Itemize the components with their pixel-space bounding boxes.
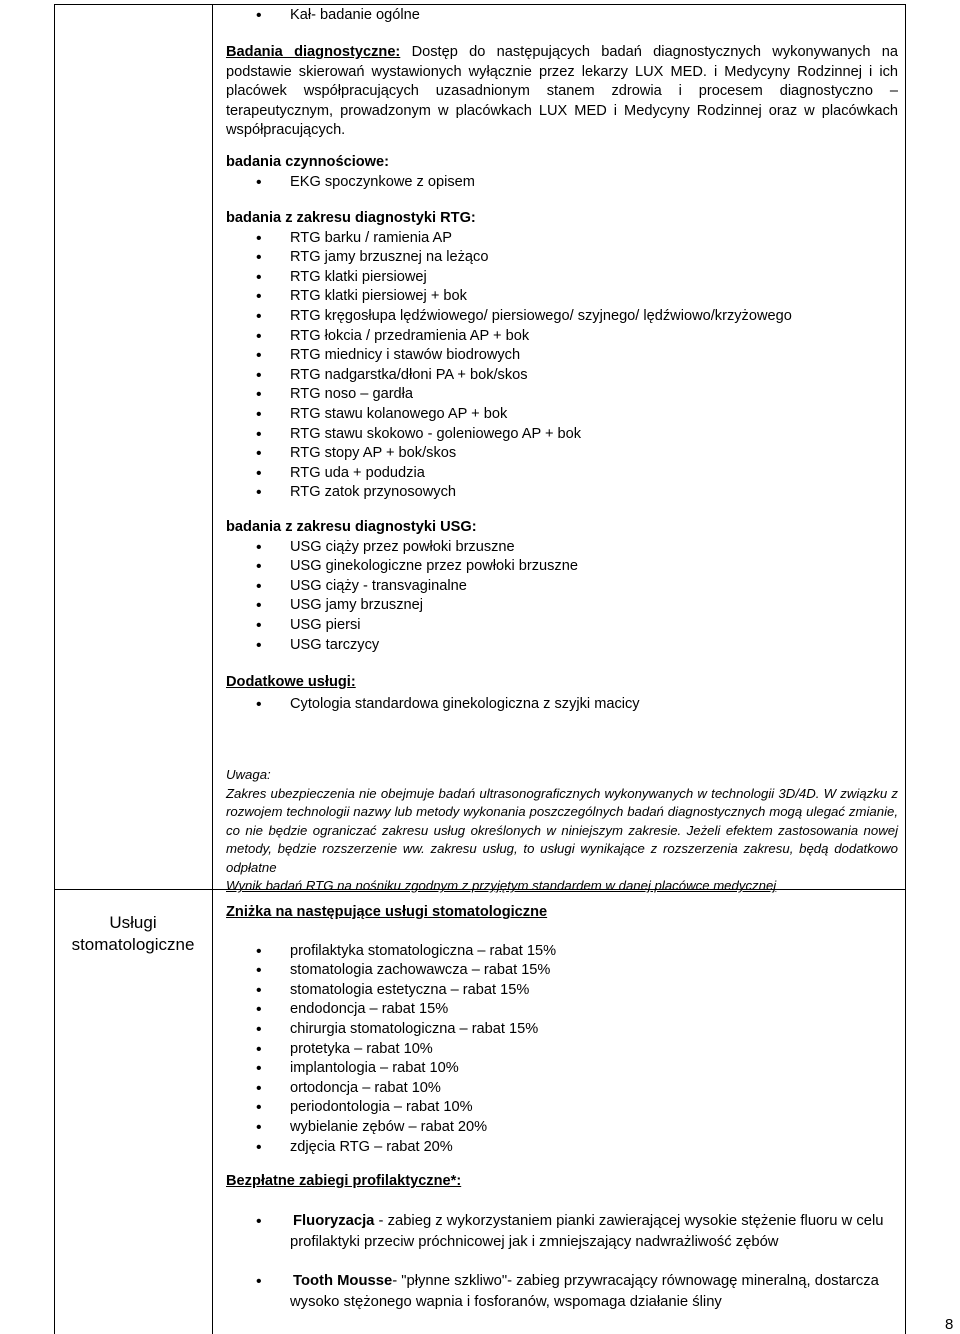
bullet-icon: • [256,229,262,247]
list-item: • Tooth Mousse- "płynne szkliwo"- zabieg przywracający równowagę mineralną, dostarcza wysoko stężonego wapnia i fosforanów, wspomaga działanie śliny [256,1272,879,1310]
bullet-icon: • [256,327,262,345]
list-item: • RTG uda + podudzia [256,464,425,482]
list-item: • USG ciąży przez powłoki brzuszne [256,538,515,556]
bullet-icon: • [256,1001,262,1019]
list-item: • RTG łokcia / przedramienia AP + bok [256,327,530,345]
dental-heading: Zniżka na następujące usługi stomatologiczne [226,904,548,920]
bullet-icon: • [256,1118,262,1136]
list-item: • RTG jamy brzusznej na leżąco [256,249,489,267]
list-item: • RTG zatok przynosowych [256,484,456,502]
rtg-heading: badania z zakresu diagnostyki RTG: [226,210,476,226]
additional-section [226,673,898,714]
bullet-icon: • [256,1212,262,1230]
list-item: • RTG noso – gardła [256,386,414,404]
page-number: 8 [945,1316,954,1333]
usg-heading: badania z zakresu diagnostyki USG: [226,519,477,535]
bullet-icon: • [256,464,262,482]
list-item: • USG jamy brzusznej [256,597,424,615]
bullet-icon: • [256,597,262,615]
additional-heading: Dodatkowe usługi: [226,674,356,690]
list-item: • ortodoncja – rabat 10% [256,1079,441,1097]
bullet-icon: • [256,484,262,502]
bullet-icon: • [256,1020,262,1038]
list-item: • EKG spoczynkowe z opisem [256,173,475,191]
note-block [226,766,898,896]
bullet-icon: • [256,425,262,443]
list-item: • Kał- badanie ogólne [256,7,420,24]
list-item: • RTG nadgarstka/dłoni PA + bok/skos [256,366,528,384]
list-item: • Fluoryzacja - zabieg z wykorzystaniem pianki zawierającej wysokie stężenie fluoru w celu profilaktyki przeciw próchnicowej jak i zmniejszający nadwrażliwość zębów [256,1212,884,1250]
bullet-icon: • [256,1060,262,1078]
bullet-icon: • [256,307,262,325]
list-item: • USG tarczycy [256,636,380,654]
rtg-section [226,209,898,503]
usg-section [226,518,898,655]
bullet-icon: • [256,445,262,463]
list-item: • USG ciąży - transvaginalne [256,577,467,595]
dental-section [226,903,898,1157]
bullet-icon: • [256,405,262,423]
free-treatments-section [226,1172,898,1313]
list-item: • USG piersi [256,616,361,634]
bullet-icon: • [256,288,262,306]
functional-heading: badania czynnościowe: [226,154,390,170]
bullet-icon: • [256,695,262,713]
bullet-icon: • [256,366,262,384]
list-item: • RTG stawu skokowo - goleniowego AP + bok [256,425,582,443]
list-item: • stomatologia estetyczna – rabat 15% [256,981,530,999]
list-item: • protetyka – rabat 10% [256,1040,433,1058]
note-last-line: Wynik badań RTG na nośniku zgodnym z przyjętym standardem w danej placówce medycznej [226,878,777,893]
bullet-icon: • [256,173,262,191]
list-item: • RTG klatki piersiowej + bok [256,288,467,306]
diagnostic-heading: Badania diagnostyczne: [226,44,401,60]
bullet-icon: • [256,981,262,999]
bullet-icon: • [256,7,262,24]
list-item: • RTG barku / ramienia AP [256,229,452,247]
bullet-icon: • [256,538,262,556]
bullet-icon: • [256,386,262,404]
list-item: • chirurgia stomatologiczna – rabat 15% [256,1020,539,1038]
list-item: • RTG miednicy i stawów biodrowych [256,347,521,365]
list-item: • wybielanie zębów – rabat 20% [256,1118,488,1136]
bullet-icon: • [256,558,262,576]
bullet-icon: • [256,268,262,286]
row-label-dental-services: Usługi stomatologiczne [71,913,195,954]
bullet-icon: • [256,962,262,980]
bullet-icon: • [256,1099,262,1117]
list-item: • RTG stopy AP + bok/skos [256,445,457,463]
list-item: • stomatologia zachowawcza – rabat 15% [256,962,551,980]
list-item: • USG ginekologiczne przez powłoki brzuszne [256,558,578,576]
list-item: • endodoncja – rabat 15% [256,1001,449,1019]
bullet-icon: • [256,1138,262,1156]
bullet-icon: • [256,942,262,960]
list-item: • RTG kręgosłupa lędźwiowego/ piersiowego/ szyjnego/ lędźwiowo/krzyżowego [256,307,792,325]
list-item: • RTG klatki piersiowej [256,268,427,286]
bullet-icon: • [256,1040,262,1058]
bullet-icon: • [256,616,262,634]
bullet-icon: • [256,1272,262,1290]
list-item: • implantologia – rabat 10% [256,1060,459,1078]
list-item: • periodontologia – rabat 10% [256,1099,473,1117]
table-column-divider [212,4,213,1334]
note-text: Zakres ubezpieczenia nie obejmuje badań ultrasonograficznych wykonywanych w technologii 3D/4D. W związku z rozwojem technologii nazwy lub metody wykonania poszczególnych badań diagnostycznych mogą ulegać zmianie, co nie będzie ograniczać zakresu usług określonych w niniejszym zakresie. Jeżeli efektem zastosowania nowej metody, będzie rozszerzenie ww. zakresu usług, to usługi wynikające z rozszerzenia zakresu, będą dodatkowo odpłatne [226,785,898,875]
diagnostic-text: Dostęp do następujących badań diagnostycznych wykonywanych na podstawie skierowań wystawionych wyłącznie przez lekarzy LUX MED. i Medycyny Rodzinnej i ich placówek współpracujących uzasadnionym stanem zdrowia i procesem diagnostyczno – terapeutycznym, prowadzonym w placówkach LUX MED i Medycyny Rodzinnej oraz w placówkach współpracujących. [226,44,898,139]
bullet-icon: • [256,347,262,365]
list-item: • RTG stawu kolanowego AP + bok [256,405,508,423]
diagnostic-paragraph [226,43,898,141]
bullet-icon: • [256,1079,262,1097]
list-item: • Cytologia standardowa ginekologiczna z szyjki macicy [256,695,640,713]
bullet-icon: • [256,249,262,267]
free-heading: Bezpłatne zabiegi profilaktyczne*: [226,1173,462,1189]
list-item: • profilaktyka stomatologiczna – rabat 15% [256,942,557,960]
list-item: • zdjęcia RTG – rabat 20% [256,1138,453,1156]
top-list [226,6,898,26]
note-label: Uwaga: [226,767,271,782]
bullet-icon: • [256,577,262,595]
bullet-icon: • [256,636,262,654]
functional-section [226,153,898,192]
